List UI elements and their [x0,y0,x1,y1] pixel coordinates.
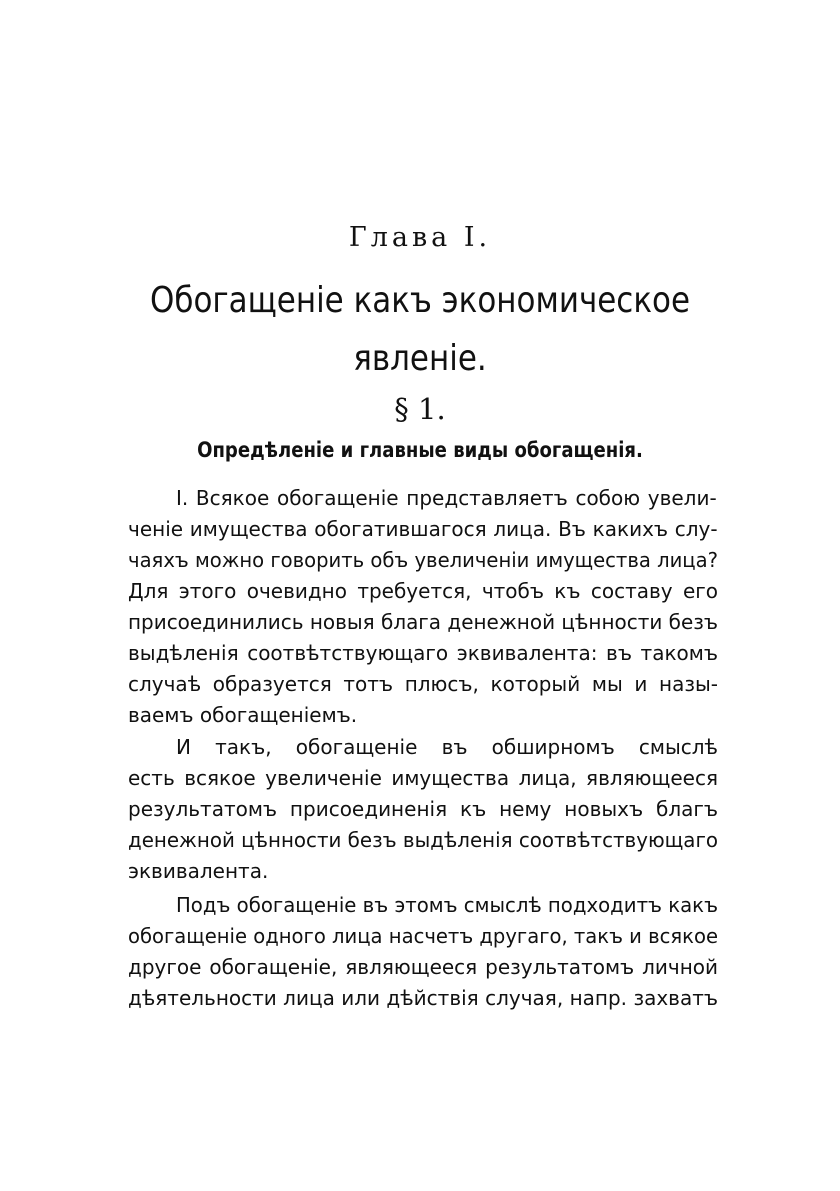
text-line: ваемъ обогащеніемъ. [128,703,358,727]
text-line: Подъ обогащеніе въ этомъ смыслѣ подходитъ какъ [176,893,718,917]
chapter-title-line-1: Обогащеніе какъ экономическое [149,280,691,321]
text-line: есть всякое увеличеніе имущества лица, являющееся [128,766,718,790]
chapter-label: Глава I. [348,222,492,253]
text-line: обогащеніе одного лица насчетъ другаго, такъ и всякое [128,924,718,948]
paragraph-3 [128,890,718,1014]
text-line: Для этого очевидно требуется, чтобъ къ составу его [128,579,718,603]
text-line: присоединились новыя блага денежной цѣнности безъ [128,610,718,634]
text-line: эквивалента. [128,859,269,883]
text-line: выдѣленія соотвѣтствующаго эквивалента: въ такомъ [128,641,718,665]
section-number: § 1. [394,392,446,426]
chapter-title-line-2: явленіе. [353,338,487,379]
section-subtitle: Опредѣленіе и главные виды обогащенія. [197,438,643,462]
chapter-title [110,272,729,388]
text-line: другое обогащеніе, являющееся результатомъ личной [128,955,718,979]
text-line: случаѣ образуется тотъ плюсъ, который мы и назы- [128,672,718,696]
paragraph-2 [128,732,718,887]
text-line: ченіе имущества обогатившагося лица. Въ какихъ слу- [128,517,718,541]
paragraph-1 [128,483,718,731]
text-line: дѣятельности лица или дѣйствія случая, напр. захватъ [128,986,718,1010]
text-line: И такъ, обогащеніе въ обширномъ смыслѣ [176,735,718,759]
text-line: денежной цѣнности безъ выдѣленія соотвѣтствующаго [128,828,718,852]
text-line: чаяхъ можно говорить объ увеличеніи имущества лица? [128,548,718,572]
text-line: I. Всякое обогащеніе представляетъ собою увели- [176,486,717,510]
text-line: результатомъ присоединенія къ нему новыхъ благъ [128,797,718,821]
